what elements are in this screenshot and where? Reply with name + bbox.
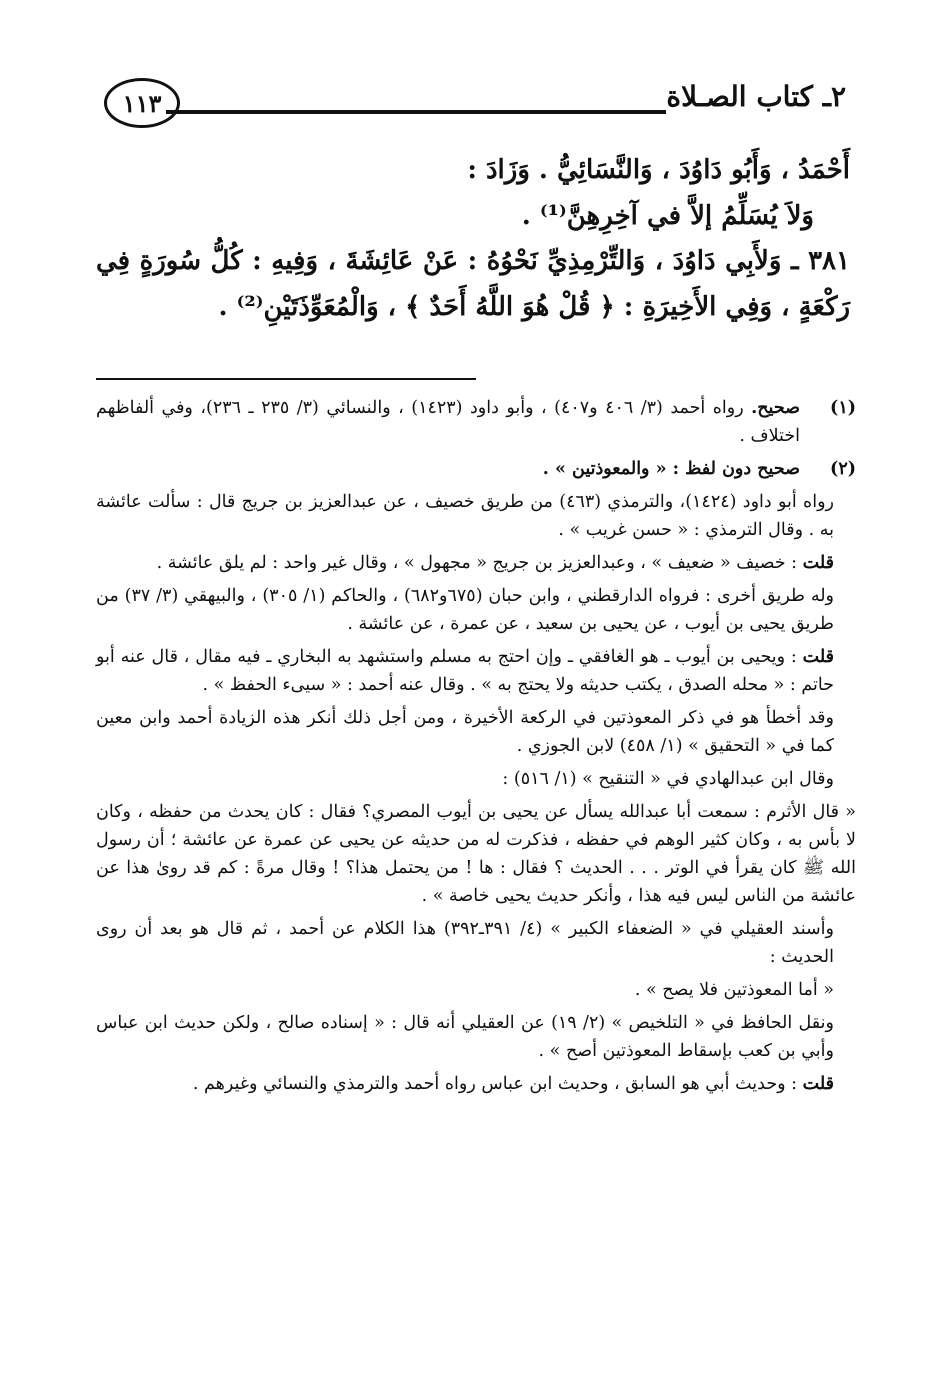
- footnote-2-quote: « قال الأثرم : سمعت أبا عبدالله يسأل عن يحيى بن أيوب المصري؟ فقال : كان يحدث من حفظه ، وكان لا بأس به ، وكان كثير الوهم في حفظه ، فذكرت له من حديثه عن يحيى عن عمرة عن عائشة ؛ أن رسول الله ﷺ كان يقرأ في الوتر . . . الحديث ؟ فقال : ها ! من يحتمل هذا؟ ! وقال مرةً : كم قد روىٰ هذا عن عائشة من الناس ليس فيه هذا ، وأنكر حديث يحيى خاصة » .: [96, 802, 856, 906]
- chapter-title: ٢ـ كتاب الصـلاة: [666, 80, 846, 113]
- main-line-2: وَلاَ يُسَلِّمُ إلاَّ في آخِرِهِنَّ⁽¹⁾ .: [521, 200, 814, 231]
- footnote-2-mark: (٢): [830, 459, 856, 479]
- footnote-1: [96, 394, 856, 450]
- footnote-2-para-10: ونقل الحافظ في « التلخيص » (٢/ ١٩) عن العقيلي أنه قال : « إسناده صالح ، ولكن حديث ابن عباس وأبي بن كعب بإسقاط المعوذتين أصح » .: [96, 1013, 834, 1061]
- footnote-2-label: صحيح دون لفظ : « والمعوذتين » .: [542, 459, 800, 479]
- footnote-1-mark: (١): [830, 398, 856, 418]
- footnote-separator: [96, 378, 476, 380]
- footnote-2-para-5: وقد أخطأ هو في ذكر المعوذتين في الركعة الأخيرة ، ومن أجل ذلك أنكر هذه الزيادة أحمد وابن معين كما في « التحقيق » (١/ ٤٥٨) لابن الجوزي .: [96, 708, 834, 756]
- page-number-badge: [104, 78, 180, 128]
- header-rule: [166, 110, 666, 114]
- footnote-1-text: رواه أحمد (٣/ ٤٠٦ و٤٠٧) ، وأبو داود (١٤٢٣) ، والنسائي (٣/ ٢٣٥ ـ ٢٣٦)، وفي ألفاظهم اختلاف .: [96, 398, 800, 446]
- qultu-label: قلت: [802, 647, 834, 667]
- footnote-2-para-1: رواه أبو داود (١٤٢٤)، والترمذي (٤٦٣) من طريق خصيف ، عن عبدالعزيز بن جريج قال : سألت عائشة به . وقال الترمذي : « حسن غريب » .: [96, 492, 834, 540]
- footnote-2-para-11-text: : وحديث أبي هو السابق ، وحديث ابن عباس رواه أحمد والترمذي والنسائي وغيرهم .: [192, 1074, 798, 1094]
- footnote-2: [96, 455, 856, 483]
- footnote-2-para-4-text: : ويحيى بن أيوب ـ هو الغافقي ـ وإن احتج به مسلم واستشهد به البخاري ـ فيه مقال ، قال عنه أبو حاتم : « محله الصدق ، يكتب حديثه ولا يحتج به » . وقال عنه أحمد : « سيىء الحفظ » .: [96, 647, 834, 695]
- page-header: [104, 78, 846, 136]
- footnote-2-para-11: [96, 1070, 856, 1098]
- footnote-2-para-6: وقال ابن عبدالهادي في « التنقيح » (١/ ٥١٦) :: [502, 769, 834, 789]
- footnotes: [96, 394, 856, 1103]
- footnote-1-label: صحيح.: [751, 398, 800, 418]
- page-number: ١١٣: [122, 88, 162, 118]
- footnote-2-para-3: وله طريق أخرى : فرواه الدارقطني ، وابن حبان (٦٧٥و٦٨٢) ، والحاكم (١/ ٣٠٥) ، والبيهقي (٣/ ٣٧) من طريق يحيى بن أيوب ، عن يحيى بن سعيد ، عن عمرة ، عن عائشة .: [96, 586, 834, 634]
- qultu-label: قلت: [802, 553, 834, 573]
- footnote-2-para-2-text: : خصيف « ضعيف » ، وعبدالعزيز بن جريج « مجهول » ، وقال غير واحد : لم يلق عائشة .: [156, 553, 798, 573]
- qultu-label: قلت: [802, 1074, 834, 1094]
- main-line-1: أَحْمَدُ ، وَأَبُو دَاوُدَ ، وَالنَّسَائِيُّ . وَزَادَ :: [467, 155, 850, 185]
- footnote-2-para-8: وأسند العقيلي في « الضعفاء الكبير » (٤/ ٣٩١ـ٣٩٢) هذا الكلام عن أحمد ، ثم قال هو بعد أن روى الحديث :: [96, 919, 834, 967]
- main-text: [96, 148, 850, 330]
- footnote-2-para-9: « أما المعوذتين فلا يصح » .: [634, 980, 834, 1000]
- footnote-2-para-4: [96, 643, 856, 699]
- footnote-2-para-2: [96, 549, 856, 577]
- hadith-381: ٣٨١ ـ وَلأَبِي دَاوُدَ ، وَالتِّرْمِذِيِّ نَحْوُهُ : عَنْ عَائِشَةَ ، وَفِيهِ : كُلُّ سُورَةٍ فِي رَكْعَةٍ ، وَفِي الأَخِيرَةِ : ﴿ قُلْ هُوَ اللَّهُ أَحَدٌ ﴾ ، وَالْمُعَوِّذَتَيْنِ⁽²⁾ .: [96, 246, 850, 322]
